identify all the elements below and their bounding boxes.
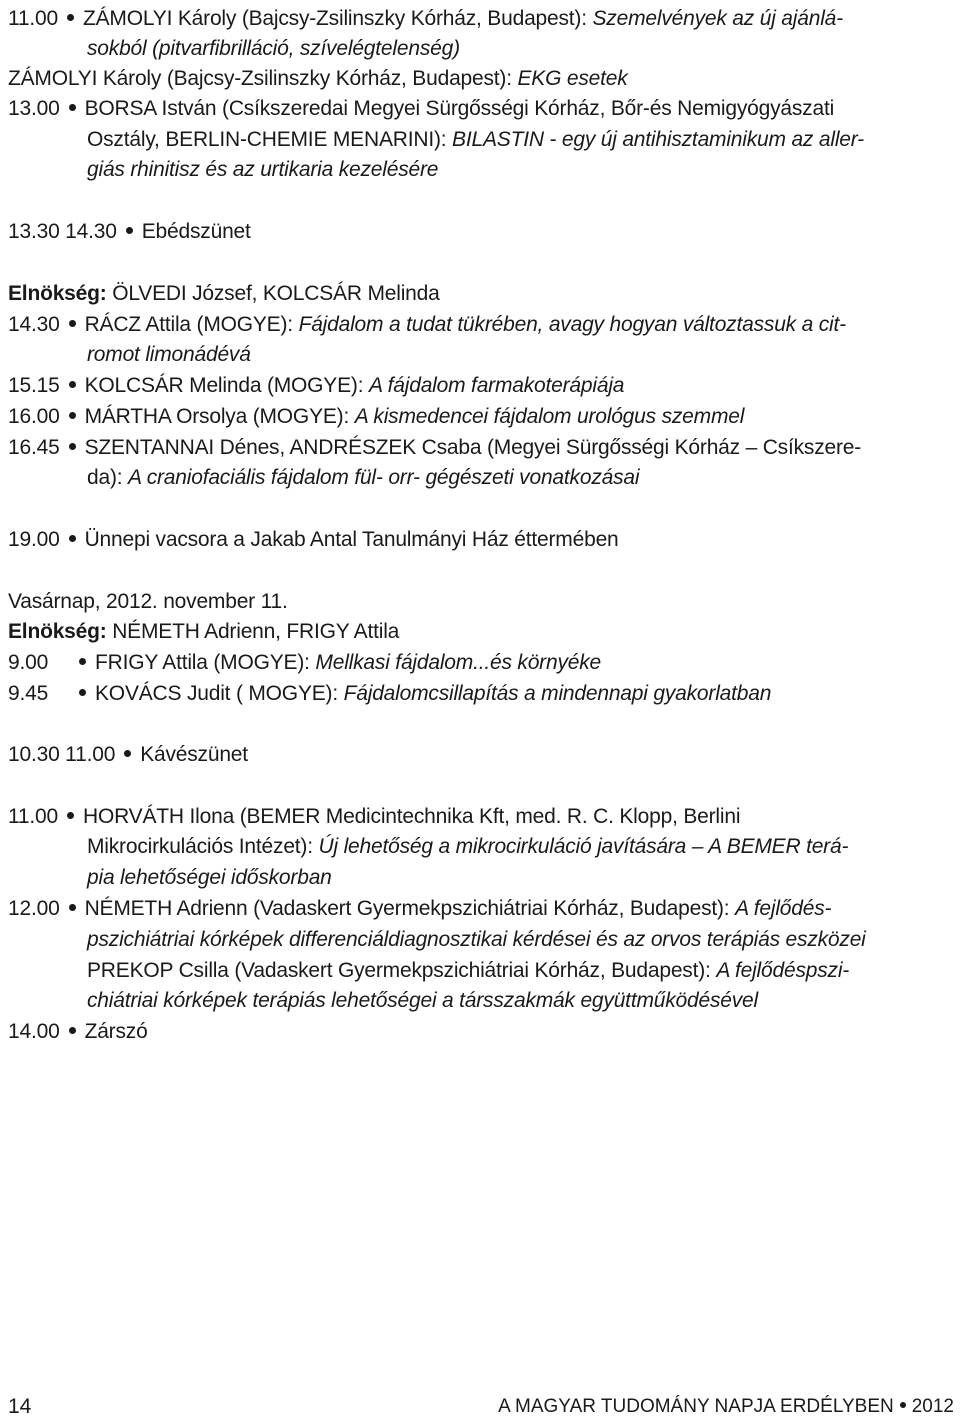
entry-title: A fájdalom farmakoterápiája — [368, 374, 625, 397]
program-entry — [8, 64, 958, 94]
chair-names: NÉMETH Adrienn, FRIGY Attila — [112, 620, 400, 643]
entry-time: 19.00 — [8, 528, 60, 551]
entry-label: Kávészünet — [140, 743, 248, 766]
chair-line — [8, 279, 958, 309]
entry-speaker: KOLCSÁR Melinda (MOGYE): — [84, 374, 369, 397]
chair-label: Elnökség: — [8, 282, 113, 305]
bullet-icon — [69, 381, 76, 388]
bullet-icon — [126, 227, 133, 234]
entry-speaker: da): — [87, 466, 129, 489]
bullet-icon — [69, 412, 76, 419]
entry-time: 16.45 — [8, 436, 60, 459]
bullet-icon — [69, 535, 76, 542]
bullet-icon — [124, 750, 131, 757]
entry-speaker: RÁCZ Attila (MOGYE): — [84, 313, 299, 336]
bullet-icon — [67, 812, 74, 819]
entry-time: 13.00 — [8, 97, 60, 120]
running-footer — [498, 1394, 954, 1420]
entry-title: BILASTIN - egy új antihisztaminikum az aller- — [452, 128, 864, 151]
entry-title: A craniofaciális fájdalom fül- orr- gégészeti vonatkozásai — [128, 466, 640, 489]
entry-speaker: NÉMETH Adrienn (Vadaskert Gyermekpszichiátriai Kórház, Budapest): — [84, 897, 736, 920]
entry-title: chiátriai kórképek terápiás lehetőségei a társszakmák együttműködésével — [87, 989, 758, 1012]
program-entry-continuation — [87, 125, 960, 155]
program-entry-continuation — [87, 463, 960, 493]
entry-title: sokból (pitvarfibrilláció, szívelégtelenség) — [87, 37, 460, 60]
entry-label: Zárszó — [84, 1020, 148, 1043]
entry-time: 9.45 — [8, 682, 49, 705]
program-entry-continuation — [87, 863, 960, 893]
entry-speaker: PREKOP Csilla (Vadaskert Gyermekpszichiátriai Kórház, Budapest): — [87, 959, 717, 982]
footer-title-text: A MAGYAR TUDOMÁNY NAPJA ERDÉLYBEN — [498, 1396, 894, 1417]
day-heading — [8, 587, 958, 617]
entry-title: pszichiátriai kórképek differenciáldiagnosztikai kérdései és az orvos terápiás eszközei — [87, 928, 866, 951]
footer-year: 2012 — [911, 1396, 954, 1417]
program-entry-continuation — [87, 155, 960, 185]
entry-speaker: ZÁMOLYI Károly (Bajcsy-Zsilinszky Kórház, Budapest): — [83, 7, 593, 30]
entry-title: EKG esetek — [517, 67, 628, 90]
program-entry — [8, 648, 958, 678]
break-entry — [8, 740, 958, 770]
program-entry — [8, 94, 958, 124]
chair-line — [8, 617, 958, 647]
entry-title: pia lehetőségei időskorban — [87, 866, 332, 889]
entry-speaker: Osztály, BERLIN-CHEMIE MENARINI): — [87, 128, 453, 151]
entry-title: Új lehetőség a mikrocirkuláció javítására – A BEMER terá- — [318, 835, 849, 858]
entry-title: Fájdalom a tudat tükrében, avagy hogyan változtassuk a cit- — [298, 313, 846, 336]
program-entry-continuation — [87, 986, 960, 1016]
program-entry — [8, 894, 958, 924]
entry-time: 12.00 — [8, 897, 60, 920]
entry-speaker: BORSA István (Csíkszeredai Megyei Sürgősségi Kórház, Bőr-és Nemigyógyászati — [84, 97, 835, 120]
program-entry — [8, 525, 958, 555]
bullet-icon — [69, 104, 76, 111]
program-entry — [8, 310, 958, 340]
bullet-icon — [79, 689, 86, 696]
entry-title: A fejlődés- — [735, 897, 832, 920]
entry-label: Ünnepi vacsora a Jakab Antal Tanulmányi Ház éttermében — [84, 528, 619, 551]
entry-title: giás rhinitisz és az urtikaria kezelésére — [87, 158, 439, 181]
program-entry-continuation — [87, 956, 960, 986]
bullet-icon — [69, 443, 76, 450]
entry-time: 11.00 — [8, 7, 58, 30]
entry-time: 14.00 — [8, 1020, 60, 1043]
entry-title: A kismedencei fájdalom urológus szemmel — [354, 405, 745, 428]
entry-time: 15.15 — [8, 374, 60, 397]
page-number: 14 — [8, 1395, 32, 1418]
entry-time: 9.00 — [8, 651, 49, 674]
program-entry — [8, 679, 958, 709]
entry-time: 13.30 14.30 — [8, 220, 117, 243]
entry-time: 10.30 11.00 — [8, 743, 116, 766]
program-entry — [8, 4, 958, 34]
entry-speaker: Mikrocirkulációs Intézet): — [87, 835, 319, 858]
program-entry-continuation — [87, 34, 960, 64]
program-entry-continuation — [87, 832, 960, 862]
entry-title: Szemelvények az új ajánlá- — [592, 7, 843, 30]
entry-time: 14.30 — [8, 313, 60, 336]
entry-title: Mellkasi fájdalom...és környéke — [315, 651, 602, 674]
bullet-icon — [79, 658, 86, 665]
chair-names: ÖLVEDI József, KOLCSÁR Melinda — [112, 282, 440, 305]
program-entry-continuation — [87, 340, 960, 370]
entry-label: Ebédszünet — [141, 220, 251, 243]
program-entry-continuation — [87, 925, 960, 955]
program-entry — [8, 1017, 958, 1047]
entry-time: 16.00 — [8, 405, 60, 428]
entry-speaker: MÁRTHA Orsolya (MOGYE): — [84, 405, 355, 428]
bullet-icon — [67, 14, 74, 21]
program-entry — [8, 371, 958, 401]
bullet-icon — [69, 904, 76, 911]
entry-time: 11.00 — [8, 805, 58, 828]
entry-speaker: KOVÁCS Judit ( MOGYE): — [95, 682, 344, 705]
entry-speaker: FRIGY Attila (MOGYE): — [95, 651, 316, 674]
entry-speaker: SZENTANNAI Dénes, ANDRÉSZEK Csaba (Megyei Sürgősségi Kórház – Csíkszere- — [84, 436, 862, 459]
chair-label: Elnökség: — [8, 620, 113, 643]
program-entry — [8, 802, 958, 832]
program-entry — [8, 433, 958, 463]
break-entry — [8, 217, 958, 247]
bullet-icon — [69, 320, 76, 327]
entry-title: A fejlődéspszi- — [716, 959, 850, 982]
entry-speaker: HORVÁTH Ilona (BEMER Medicintechnika Kft, med. R. C. Klopp, Berlini — [83, 805, 741, 828]
day-label: Vasárnap, 2012. november 11. — [8, 590, 288, 613]
entry-title: romot limonádévá — [87, 343, 251, 366]
entry-title: Fájdalomcsillapítás a mindennapi gyakorlatban — [343, 682, 772, 705]
bullet-icon — [69, 1027, 76, 1034]
entry-speaker: ZÁMOLYI Károly (Bajcsy-Zsilinszky Kórház, Budapest): — [8, 67, 518, 90]
bullet-icon — [900, 1402, 906, 1408]
program-entry — [8, 402, 958, 432]
